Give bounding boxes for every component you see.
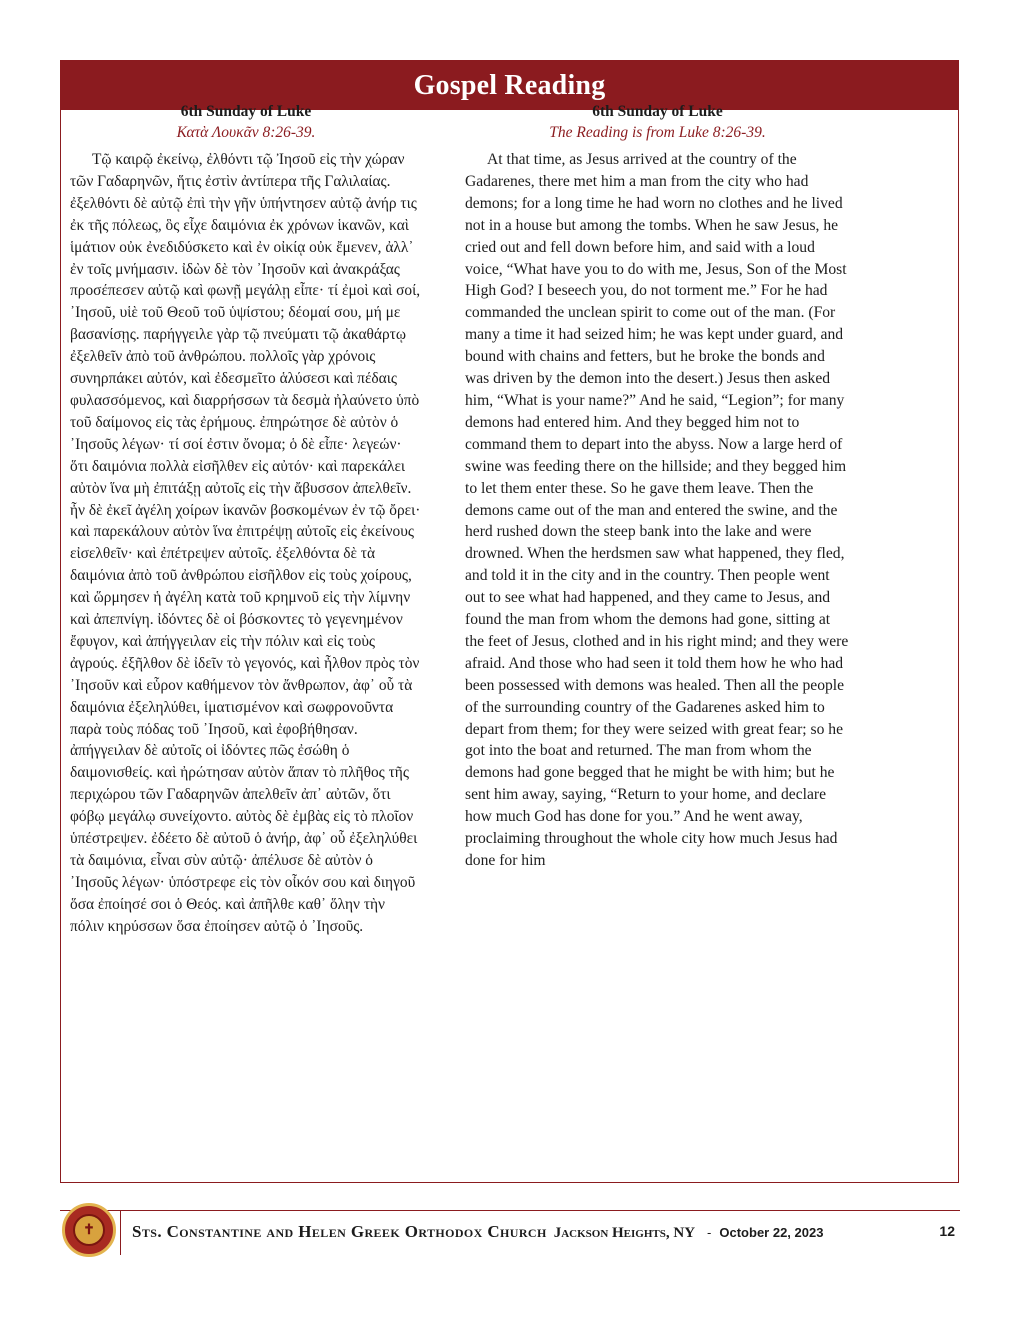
page-number: 12 bbox=[939, 1223, 955, 1239]
english-reference: The Reading is from Luke 8:26-39. bbox=[549, 124, 766, 141]
church-name: Sts. Constantine and Helen Greek Orthodox Church bbox=[132, 1222, 547, 1241]
footer-divider bbox=[60, 1210, 960, 1211]
english-heading: 6th Sunday of Luke bbox=[592, 103, 723, 120]
greek-reading-text: Τῷ καιρῷ ἐκείνῳ, ἐλθόντι τῷ Ἰησοῦ εἰς τὴν χώραν τῶν Γαδαρηνῶν, ἥτις ἐστὶν ἀντίπερα τῆς Γαλιλαίας. ἐξελθόντι δὲ αὐτῷ ἐπὶ τὴν γῆν ὑπήντησεν αὐτῷ ἀνήρ τις ἐκ τῆς πόλεως, ὃς εἶχε δαιμόνια ἐκ χρόνων ἱκανῶν, καὶ ἱμάτιον οὐκ ἐνεδιδύσκετο καὶ ἐν οἰκίᾳ οὐκ ἔμενεν, ἀλλ᾽ ἐν τοῖς μνήμασιν. ἰδὼν δὲ τὸν ᾿Ιησοῦν καὶ ἀνακράξας προσέπεσεν αὐτῷ καὶ φωνῇ μεγάλῃ εἶπε· τί ἐμοὶ καὶ σοί, ᾿Ιησοῦ, υἱὲ τοῦ Θεοῦ τοῦ ὑψίστου; δέομαί σου, μή με βασανίσῃς. παρήγγειλε γὰρ τῷ πνεύματι τῷ ἀκαθάρτῳ ἐξελθεῖν ἀπὸ τοῦ ἀνθρώπου. πολλοῖς γὰρ χρόνοις συνηρπάκει αὐτόν, καὶ ἐδεσμεῖτο ἁλύσεσι καὶ πέδαις φυλασσόμενος, καὶ διαρρήσσων τὰ δεσμὰ ἠλαύνετο ὑπὸ τοῦ δαίμονος εἰς τὰς ἐρήμους. ἐπηρώτησε δὲ αὐτὸν ὁ ᾿Ιησοῦς λέγων· τί σοί ἐστιν ὄνομα; ὁ δὲ εἶπε· λεγεών· ὅτι δαιμόνια πολλὰ εἰσῆλθεν εἰς αὐτόν· καὶ παρεκάλει αὐτὸν ἵνα μὴ ἐπιτάξῃ αὐτοῖς εἰς τὴν ἄβυσσον ἀπελθεῖν. ἦν δὲ ἐκεῖ ἀγέλη χοίρων ἱκανῶν βοσκομένων ἐν τῷ ὄρει· καὶ παρεκάλουν αὐτὸν ἵνα ἐπιτρέψῃ αὐτοῖς εἰς ἐκείνους εἰσελθεῖν· καὶ ἐπέτρεψεν αὐτοῖς. ἐξελθόντα δὲ τὰ δαιμόνια ἀπὸ τοῦ ἀνθρώπου εἰσῆλθον εἰς τοὺς χοίρους, καὶ ὥρμησεν ἡ ἀγέλη κατὰ τοῦ κρημνοῦ εἰς τὴν λίμνην καὶ ἀπεπνίγη. ἰδόντες δὲ οἱ βόσκοντες τὸ γεγενημένον ἔφυγον, καὶ ἀπήγγειλαν εἰς τὴν πόλιν καὶ εἰς τοὺς ἀγρούς. ἐξῆλθον δὲ ἰδεῖν τὸ γεγονός, καὶ ἦλθον πρὸς τὸν ᾿Ιησοῦν καὶ εὗρον καθήμενον τὸν ἄνθρωπον, ἀφ᾽ οὗ τὰ δαιμόνια ἐξεληλύθει, ἱματισμένον καὶ σωφρονοῦντα παρὰ τοὺς πόδας τοῦ ᾿Ιησοῦ, καὶ ἐφοβήθησαν. ἀπήγγειλαν δὲ αὐτοῖς οἱ ἰδόντες πῶς ἐσώθη ὁ δαιμονισθείς. καὶ ἠρώτησαν αὐτὸν ἅπαν τὸ πλῆθος τῆς περιχώρου τῶν Γαδαρηνῶν ἀπελθεῖν ἀπ᾽ αὐτῶν, ὅτι φόβῳ μεγάλῳ συνείχοντο. αὐτὸς δὲ ἐμβὰς εἰς τὸ πλοῖον ὑπέστρεψεν. ἐδέετο δὲ αὐτοῦ ὁ ἀνήρ, ἀφ᾽ οὗ ἐξεληλύθει τὰ δαιμόνια, εἶναι σὺν αὐτῷ· ἀπέλυσε δὲ αὐτὸν ὁ ᾿Ιησοῦς λέγων· ὑπόστρεφε εἰς τὸν οἶκόν σου καὶ διηγοῦ ὅσα ἐποίησέ σοι ὁ Θεός. καὶ ἀπῆλθε καθ᾽ ὅλην τὴν πόλιν κηρύσσων ὅσα ἐποίησεν αὐτῷ ὁ ᾿Ιησοῦς. bbox=[70, 151, 421, 935]
greek-heading: 6th Sunday of Luke bbox=[180, 103, 312, 120]
greek-column bbox=[70, 102, 422, 938]
church-location: Jackson Heights, NY bbox=[553, 1225, 696, 1241]
footer-vertical-divider bbox=[120, 1210, 121, 1255]
greek-reference: Κατὰ Λουκᾶν 8:26-39. bbox=[176, 124, 316, 141]
english-column bbox=[465, 102, 850, 872]
page-title: Gospel Reading bbox=[61, 61, 958, 110]
footer-separator: - bbox=[707, 1225, 712, 1240]
footer-date: October 22, 2023 bbox=[719, 1225, 824, 1240]
footer bbox=[132, 1222, 852, 1244]
church-seal-icon: ✝ bbox=[62, 1203, 116, 1257]
english-reading-text: At that time, as Jesus arrived at the country of the Gadarenes, there met him a man from the city who had demons; for a long time he had worn no clothes and he lived not in a house but among the tombs. When he saw Jesus, he cried out and fell down before him, and said with a loud voice, “What have you to do with me, Jesus, Son of the Most High God? I beseech you, do not torment me.” For he had commanded the unclean spirit to come out of the man. (For many a time it had seized him; he was kept under guard, and bound with chains and fetters, but he broke the bonds and was driven by the demon into the desert.) Jesus then asked him, “What is your name?” And he said, “Legion”; for many demons had entered him. And they begged him not to command them to depart into the abyss. Now a large herd of swine was feeding there on the hillside; and they begged him to let them enter these. So he gave them leave. Then the demons came out of the man and entered the swine, and the herd rushed down the steep bank into the lake and were drowned. When the herdsmen saw what happened, they fled, and told it in the city and in the country. Then people went out to see what had happened, and they came to Jesus, and found the man from whom the demons had gone, sitting at the feet of Jesus, clothed and in his right mind; and they were afraid. And those who had seen it told them how he who had been possessed with demons was healed. Then all the people of the surrounding country of the Gadarenes asked him to depart from them; for they were seized with great fear; so he got into the boat and returned. The man from whom the demons had gone begged that he might be with him; but he sent him away, saying, “Return to your home, and declare how much God has done for you.” And he went away, proclaiming throughout the whole city how much Jesus had done for him bbox=[465, 151, 849, 869]
